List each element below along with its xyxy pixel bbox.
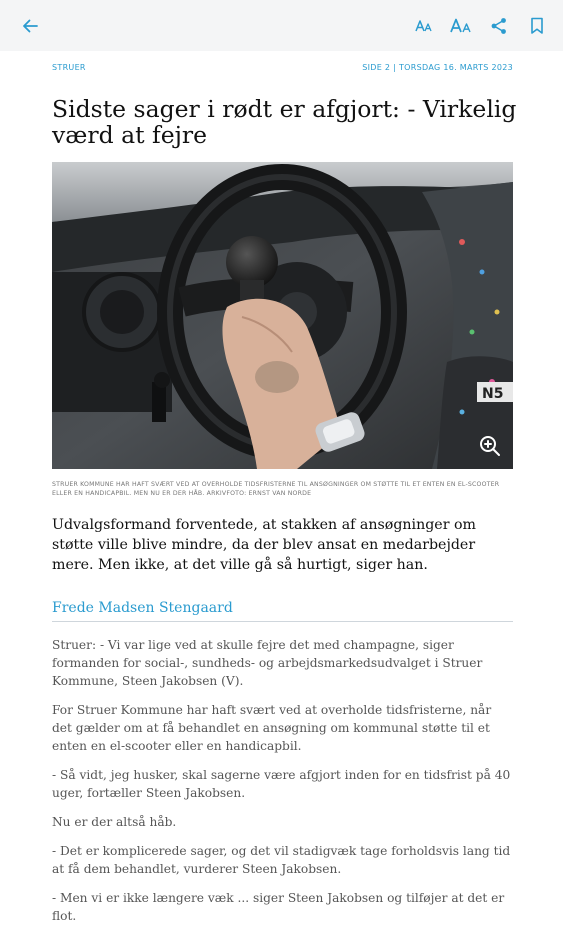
text-size-decrease-icon bbox=[414, 17, 434, 35]
arrow-left-icon bbox=[21, 17, 39, 35]
bookmark-button[interactable] bbox=[521, 10, 553, 42]
article-title: Sidste sager i rødt er afgjort: - Virkelig værd at fejre bbox=[52, 95, 517, 149]
section-label: STRUER bbox=[52, 63, 86, 72]
article-body bbox=[52, 636, 514, 936]
text-size-decrease-button[interactable] bbox=[408, 10, 440, 42]
bookmark-icon bbox=[529, 17, 545, 35]
page-info: SIDE 2 | TORSDAG 16. MARTS 2023 bbox=[362, 63, 513, 72]
body-paragraph: For Struer Kommune har haft svært ved at overholde tidsfristerne, når det gælder om at få behandlet en ansøgning om kommunal støtte til et enten en el-scooter eller en handicapbil. bbox=[52, 703, 492, 753]
car-steering-wheel-photo bbox=[52, 162, 513, 469]
body-paragraph: - Men vi er ikke længere væk ... siger Steen Jakobsen og tilføjer at det er flot. bbox=[52, 891, 505, 923]
body-paragraph: - Så vidt, jeg husker, skal sagerne være afgjort inden for en tidsfrist på 40 uger, fortæller Steen Jakobsen. bbox=[52, 768, 511, 800]
text-size-increase-button[interactable] bbox=[445, 10, 477, 42]
text-size-increase-icon bbox=[450, 17, 472, 35]
byline-divider bbox=[52, 621, 513, 622]
body-paragraph: Struer: - Vi var lige ved at skulle fejre det med champagne, siger formanden for social-, sundheds- og arbejdsmarkedsudvalget i Struer Kommune, Steen Jakobsen (V). bbox=[52, 638, 483, 688]
body-paragraph: Nu er der altså håb. bbox=[52, 815, 177, 829]
article-lead: Udvalgsformand forventede, at stakken af ansøgninger om støtte ville blive mindre, da der blev ansat en medarbejder mere. Men ikke, at det ville gå så hurtigt, siger han. bbox=[52, 517, 476, 573]
author-byline[interactable]: Frede Madsen Stengaard bbox=[52, 600, 233, 616]
article-photo[interactable] bbox=[52, 162, 513, 469]
app-toolbar bbox=[0, 0, 563, 51]
zoom-button[interactable] bbox=[477, 433, 503, 459]
photo-caption: STRUER KOMMUNE HAR HAFT SVÆRT VED AT OVERHOLDE TIDSFRISTERNE TIL ANSØGNINGER OM STØTTE TIL ET ENTEN EN EL-SCOOTER ELLER EN HANDICAPBIL. MEN NU ER DER HÅB. ARKIVFOTO: ERNST VAN NORDE bbox=[52, 481, 500, 497]
zoom-in-icon bbox=[477, 433, 503, 459]
share-button[interactable] bbox=[483, 10, 515, 42]
body-paragraph: - Det er komplicerede sager, og det vil stadigvæk tage forholdsvis lang tid at få dem behandlet, vurderer Steen Jakobsen. bbox=[52, 844, 511, 876]
svg-text:N5: N5 bbox=[482, 386, 504, 402]
back-button[interactable] bbox=[14, 10, 46, 42]
share-icon bbox=[490, 17, 508, 35]
